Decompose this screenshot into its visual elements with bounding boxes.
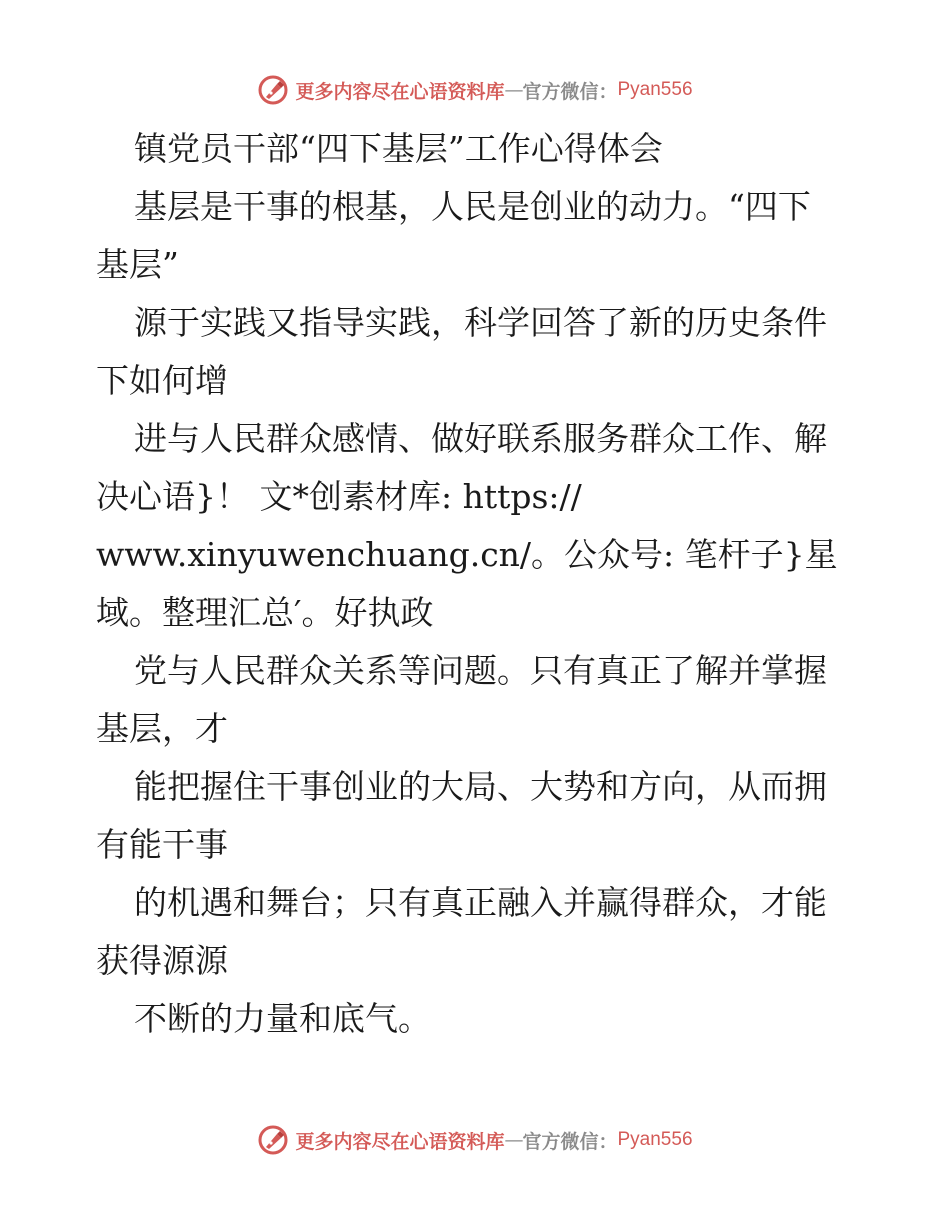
banner-wechat-id: Pyan556: [617, 79, 693, 100]
document-title: 镇党员干部“四下基层”工作心得体会: [134, 129, 663, 168]
paragraph-line: 域。整理汇总′。好执政: [96, 593, 434, 632]
pen-nib-logo-icon: [257, 1124, 289, 1156]
paragraph-line: 党与人民群众关系等问题。只有真正了解并掌握: [134, 651, 827, 690]
paragraph-line: 能把握住干事创业的大局、大势和方向，从而拥: [134, 767, 827, 806]
paragraph-line: 进与人民群众感情、做好联系服务群众工作、解: [134, 419, 827, 458]
paragraph-line: 基层，才: [96, 709, 228, 748]
banner-wechat-label: 官方微信：: [522, 1130, 618, 1153]
banner-main-text: 更多内容尽在心语资料库: [295, 80, 505, 103]
paragraph-line: 下如何增: [96, 361, 228, 400]
banner-wechat-id: Pyan556: [617, 1129, 693, 1150]
paragraph-line: 基层”: [96, 245, 179, 284]
paragraph-line: 决心语}！ 文*创素材库: https://: [96, 477, 582, 516]
footer-banner: [0, 1120, 950, 1160]
banner-dash: —: [504, 79, 523, 101]
paragraph-line: 的机遇和舞台；只有真正融入并赢得群众，才能: [134, 883, 827, 922]
paragraph-line: www.xinyuwenchuang.cn/。公众号: 笔杆子}星: [96, 535, 838, 574]
banner-main-text: 更多内容尽在心语资料库: [295, 1130, 505, 1153]
paragraph-line: 基层是干事的根基，人民是创业的动力。“四下: [134, 187, 811, 226]
banner-dash: —: [504, 1129, 523, 1151]
paragraph-line: 不断的力量和底气。: [134, 999, 431, 1038]
header-banner: [0, 70, 950, 110]
pen-nib-logo-icon: [257, 74, 289, 106]
banner-wechat-label: 官方微信：: [522, 80, 618, 103]
paragraph-line: 源于实践又指导实践，科学回答了新的历史条件: [134, 303, 827, 342]
document-body: [96, 120, 876, 1048]
paragraph-line: 获得源源: [96, 941, 228, 980]
paragraph-line: 有能干事: [96, 825, 228, 864]
